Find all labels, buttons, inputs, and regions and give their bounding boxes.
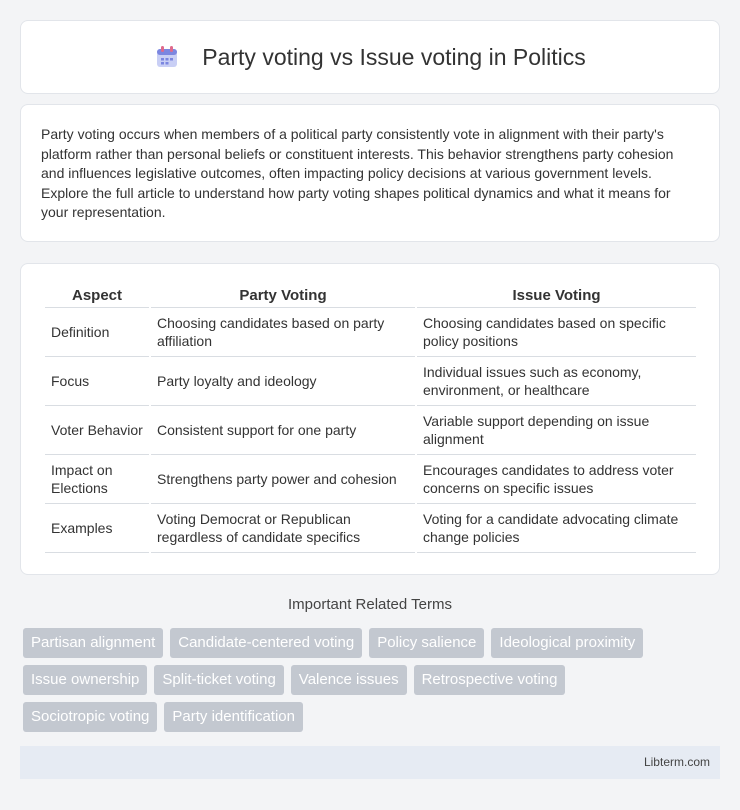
table-row <box>45 406 696 455</box>
party-voting-cell: Voting Democrat or Republican regardless of candidate specifics <box>151 504 415 553</box>
related-term-tag[interactable]: Party identification <box>164 702 303 732</box>
header-card <box>20 20 720 94</box>
aspect-cell: Voter Behavior <box>45 406 149 455</box>
party-voting-cell: Consistent support for one party <box>151 406 415 455</box>
party-voting-cell: Party loyalty and ideology <box>151 357 415 406</box>
related-term-tag[interactable]: Sociotropic voting <box>23 702 157 732</box>
header-issue-voting: Issue Voting <box>417 284 696 308</box>
issue-voting-cell: Choosing candidates based on specific policy positions <box>417 308 696 357</box>
related-term-tag[interactable]: Split-ticket voting <box>154 665 283 695</box>
issue-voting-cell: Individual issues such as economy, environment, or healthcare <box>417 357 696 406</box>
footer-site-link[interactable]: Libterm.com <box>643 755 710 769</box>
related-term-tag[interactable]: Issue ownership <box>23 665 147 695</box>
issue-voting-cell: Encourages candidates to address voter concerns on specific issues <box>417 455 696 504</box>
intro-card <box>20 104 720 242</box>
calendar-icon <box>154 44 180 70</box>
tag-row <box>23 702 703 732</box>
header-party-voting: Party Voting <box>151 284 415 308</box>
comparison-table-card <box>20 263 720 575</box>
aspect-cell: Focus <box>45 357 149 406</box>
intro-text: Party voting occurs when members of a political party consistently vote in alignment with their party's platform rather than personal beliefs or constituent interests. This behavior strengthens party cohesion and influences legislative outcomes, often impacting policy decisions at various government levels. Explore the full article to understand how party voting shapes political dynamics and what it means for your representation. <box>41 126 674 220</box>
aspect-cell: Impact on Elections <box>45 455 149 504</box>
comparison-table <box>43 284 698 553</box>
aspect-cell: Examples <box>45 504 149 553</box>
related-terms-title: Important Related Terms <box>288 596 452 613</box>
related-term-tag[interactable]: Policy salience <box>369 628 484 658</box>
party-voting-cell: Choosing candidates based on party affiliation <box>151 308 415 357</box>
issue-voting-cell: Voting for a candidate advocating climate change policies <box>417 504 696 553</box>
issue-voting-cell: Variable support depending on issue alignment <box>417 406 696 455</box>
tag-row <box>23 628 703 658</box>
footer <box>20 746 720 779</box>
table-header-row <box>45 284 696 308</box>
table-row <box>45 504 696 553</box>
related-term-tag[interactable]: Partisan alignment <box>23 628 163 658</box>
related-term-tag[interactable]: Valence issues <box>291 665 407 695</box>
related-terms-tags <box>23 628 703 739</box>
aspect-cell: Definition <box>45 308 149 357</box>
table-row <box>45 357 696 406</box>
related-term-tag[interactable]: Retrospective voting <box>414 665 566 695</box>
header-aspect: Aspect <box>45 284 149 308</box>
page-title: Party voting vs Issue voting in Politics <box>202 43 586 70</box>
table-row <box>45 455 696 504</box>
tag-row <box>23 665 703 695</box>
table-row <box>45 308 696 357</box>
related-term-tag[interactable]: Ideological proximity <box>491 628 643 658</box>
related-term-tag[interactable]: Candidate-centered voting <box>170 628 362 658</box>
party-voting-cell: Strengthens party power and cohesion <box>151 455 415 504</box>
